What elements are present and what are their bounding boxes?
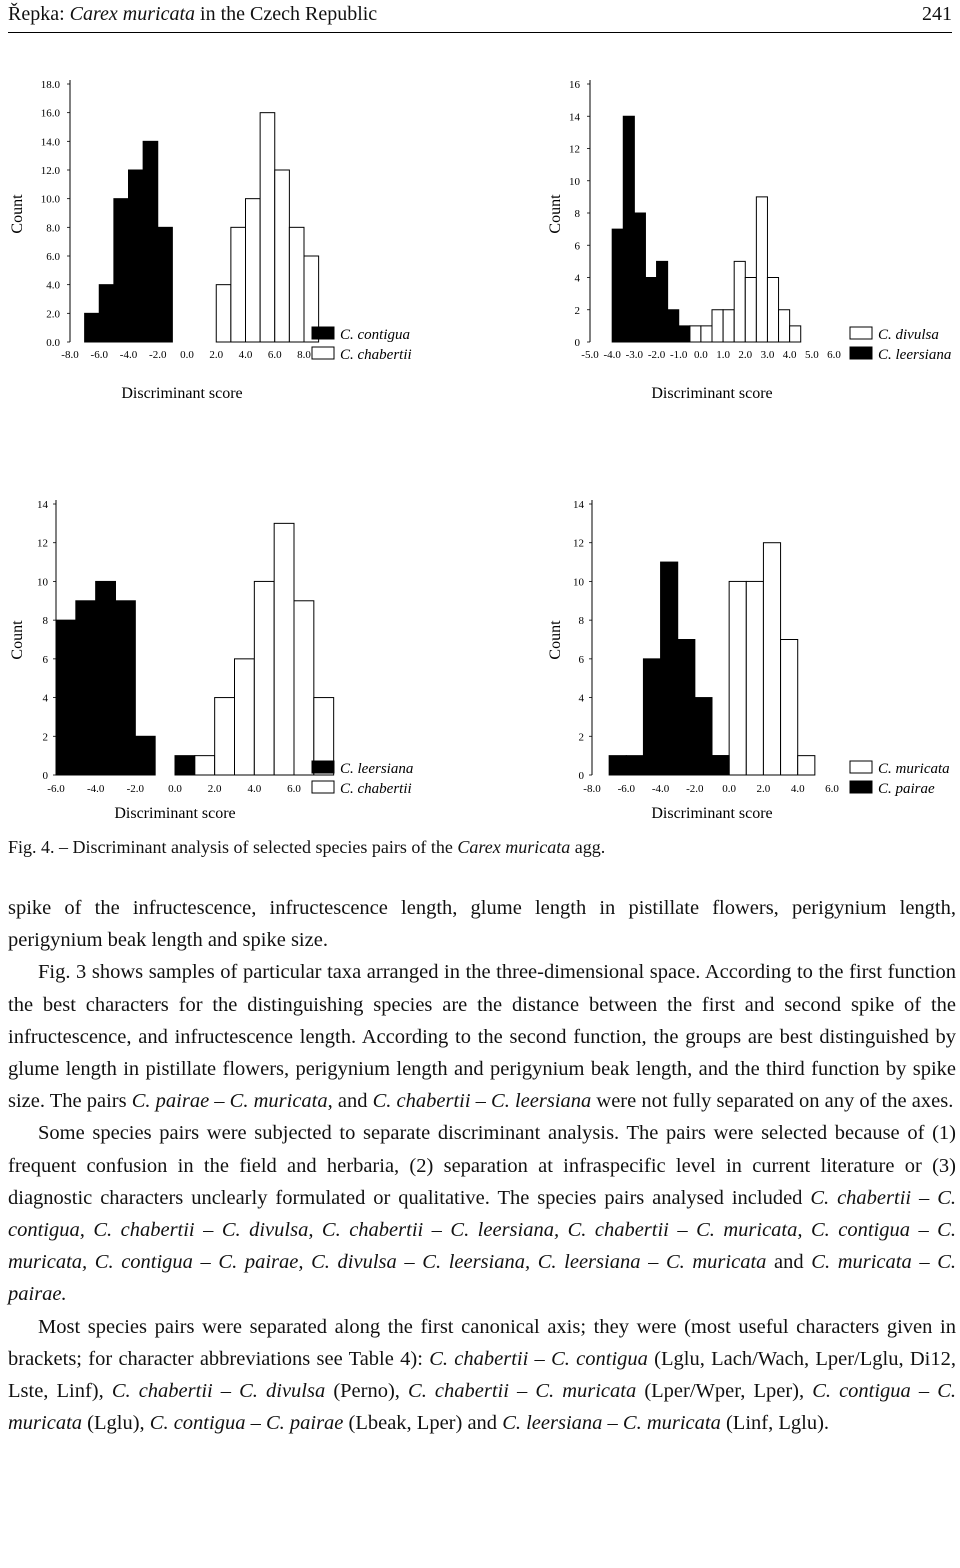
bar-cchabertii	[294, 601, 314, 775]
y-tick-label: 12	[569, 143, 580, 156]
y-axis-title: Count	[547, 620, 564, 660]
x-tick-label: -6.0	[47, 783, 65, 795]
x-tick-label: 4.0	[238, 349, 253, 361]
bar-ccontigua	[85, 313, 100, 342]
x-tick-label: 2.0	[738, 349, 753, 361]
x-tick-label: 5.0	[804, 349, 819, 361]
x-axis-title: Discriminant score	[121, 385, 243, 402]
bar-cleersiana	[679, 326, 690, 342]
p4-taxa-b: C. chabertii – C. contigua	[429, 1347, 648, 1370]
author-name: Řepka:	[8, 3, 70, 25]
p4-taxa-l: C. leersiana – C. muricata	[502, 1412, 721, 1435]
x-tick-label: 1.0	[716, 349, 730, 361]
p4-taxa-j: C. contigua – C. pairae	[149, 1412, 344, 1435]
x-tick-label: -2.0	[149, 349, 167, 361]
y-tick-label: 0	[574, 337, 580, 349]
p4-text-c: (Lglu, Lach/Wach, Lper/Lglu, Di12, Lste, Linf),	[8, 1347, 956, 1403]
bar-cchabertii	[235, 659, 255, 775]
histogram-2	[547, 79, 951, 402]
bar-cmuricata	[798, 756, 815, 775]
p2-taxa-d: C. chabertii – C. leersiana	[372, 1090, 592, 1113]
bar-cdivulsa	[790, 326, 801, 342]
bar-cchabertii	[275, 170, 290, 342]
x-tick-label: -8.0	[583, 783, 601, 795]
x-tick-label: -4.0	[86, 783, 105, 795]
bar-ccontigua	[143, 141, 158, 342]
y-tick-label: 14.0	[40, 136, 60, 149]
bar-cleersiana	[645, 278, 656, 343]
x-tick-label: 6.0	[827, 349, 841, 361]
x-tick-label: -2.0	[126, 783, 145, 795]
bar-cleersiana	[657, 261, 668, 342]
y-tick-label: 8	[574, 208, 580, 220]
title-suffix: in the Czech Republic	[195, 3, 378, 25]
running-header	[8, 0, 952, 33]
y-tick-label: 14	[573, 499, 584, 511]
legend-label: C. muricata	[878, 761, 950, 777]
legend-swatch	[850, 327, 872, 339]
p2-text-a: Fig. 3 shows samples of particular taxa arranged in the three-dimensional space. According to the first function the best characters for the distinguishing species are the distance between the first and second spike of the infructescence, and infructescence length. According to the second function, the groups are best distinguished by glume length in pistillate flowers, perigynium length and perigynium beak length, and the third function by spike size. The pairs	[8, 961, 956, 1113]
y-tick-label: 8.0	[46, 222, 60, 235]
bar-cdivulsa	[779, 310, 790, 342]
p4-taxa-h: C. contigua – C. muricata	[8, 1380, 957, 1435]
bar-cpairae	[643, 659, 660, 775]
bar-cchabertii	[215, 698, 235, 775]
y-tick-label: 8	[42, 615, 48, 628]
p4-text-g: (Lper/Wper, Lper),	[636, 1380, 813, 1403]
body-text	[8, 892, 956, 1439]
y-tick-label: 2	[578, 731, 584, 744]
p4-text-i: (Lglu),	[82, 1412, 150, 1435]
bar-cdivulsa	[745, 278, 756, 343]
bar-cleersiana	[56, 620, 76, 775]
legend-swatch	[312, 347, 334, 359]
bar-cchabertii	[246, 199, 261, 342]
y-tick-label: 10	[37, 576, 48, 589]
y-tick-label: 16	[569, 79, 580, 91]
bar-ccontigua	[114, 199, 129, 342]
bar-cpairae	[609, 756, 626, 775]
legend-swatch	[850, 347, 872, 359]
y-tick-label: 4	[574, 272, 580, 285]
p3-text-c: and	[766, 1251, 812, 1274]
bar-cmuricata	[729, 581, 746, 775]
p3-text-a: Some species pairs were subjected to separate discriminant analysis. The pairs were selected because of (1) frequent confusion in the field and herbaria, (2) separation at infraspecific level in current literature or (3) diagnostic characters unclearly formulated or qualitative. The species pairs analysed included	[8, 1122, 956, 1209]
x-tick-label: 8.0	[297, 349, 311, 361]
x-tick-label: 2.0	[209, 349, 224, 361]
bar-cchabertii	[216, 285, 231, 342]
bar-cdivulsa	[767, 278, 778, 343]
paragraph-2	[8, 956, 956, 1117]
y-tick-label: 10.0	[40, 193, 60, 206]
y-tick-label: 14	[37, 499, 48, 511]
bar-cchabertii	[260, 113, 275, 342]
bar-cpairae	[695, 698, 712, 775]
bar-cmuricata	[781, 640, 798, 776]
legend-label: C. leersiana	[878, 347, 952, 363]
histogram-3	[9, 499, 413, 822]
legend-label: C. chabertii	[340, 347, 412, 363]
paragraph-3	[8, 1117, 956, 1310]
bar-cpairae	[661, 562, 678, 775]
legend-swatch	[312, 761, 334, 773]
bar-cleersiana	[623, 116, 634, 342]
x-tick-label: 6.0	[287, 783, 301, 795]
bar-cleersiana	[135, 736, 155, 775]
x-tick-label: 4.0	[247, 783, 262, 795]
x-tick-label: -6.0	[617, 783, 635, 795]
x-tick-label: -4.0	[119, 349, 138, 361]
legend-label: C. leersiana	[340, 761, 414, 777]
x-tick-label: 4.0	[782, 349, 797, 361]
bar-cpairae	[626, 756, 643, 775]
y-tick-label: 14	[569, 111, 580, 124]
bar-ccontigua	[158, 227, 173, 342]
x-tick-label: 4.0	[790, 783, 805, 795]
bar-cdivulsa	[734, 261, 745, 342]
p4-text-m: (Linf, Lglu).	[720, 1412, 830, 1435]
bar-cchabertii	[274, 523, 294, 775]
y-tick-label: 16.0	[40, 107, 60, 120]
species-name: Carex muricata	[69, 3, 196, 25]
x-tick-label: -6.0	[90, 349, 108, 361]
p1-text: spike of the infructescence, infructescence length, glume length in pistillate flowers, perigynium length, perigynium beak length and spike size.	[8, 897, 956, 952]
x-axis-title: Discriminant score	[651, 805, 773, 822]
legend-swatch	[312, 781, 334, 793]
y-tick-label: 8	[578, 615, 584, 628]
x-tick-label: 3.0	[760, 349, 775, 361]
p3-taxa-b: C. chabertii – C. contigua, C. chabertii – C. divulsa, C. chabertii – C. leersiana, C. chabertii – C. muricata, C. contigua – C. muricata, C. contigua – C. pairae, C. divulsa – C. leersiana, C. leersiana – C. muricata	[8, 1186, 957, 1274]
bar-cmuricata	[763, 543, 780, 775]
y-tick-label: 0.0	[46, 337, 60, 349]
p2-text-c: , and	[327, 1090, 373, 1113]
bar-cdivulsa	[723, 310, 734, 342]
bar-cleersiana	[96, 581, 116, 775]
y-tick-label: 12	[37, 537, 48, 550]
x-tick-label: 6.0	[267, 349, 282, 361]
y-tick-label: 6	[42, 653, 48, 666]
x-tick-label: -1.0	[670, 349, 688, 361]
bar-cmuricata	[746, 581, 763, 775]
x-tick-label: -3.0	[625, 349, 644, 361]
page-number: 241	[922, 3, 952, 25]
bar-ccontigua	[99, 285, 114, 342]
x-tick-label: 0.0	[722, 783, 737, 795]
bar-cdivulsa	[712, 310, 723, 342]
p2-text-e: were not fully separated on any of the axes.	[591, 1090, 954, 1113]
bar-cdivulsa	[701, 326, 712, 342]
y-tick-label: 2.0	[46, 308, 60, 321]
p4-text-a: Most species pairs were separated along the first canonical axis; they were (most useful characters given in brackets; for character abbreviations see Table 4):	[8, 1315, 956, 1370]
y-tick-label: 4	[42, 692, 48, 705]
x-tick-label: 2.0	[756, 783, 771, 795]
running-title	[8, 3, 377, 26]
p4-taxa-d: C. chabertii – C. divulsa	[111, 1380, 326, 1403]
paragraph-4	[8, 1311, 956, 1440]
legend-label: C. pairae	[878, 781, 935, 797]
bar-cchabertii	[289, 227, 304, 342]
y-tick-label: 6.0	[46, 251, 60, 263]
histogram-1	[9, 79, 412, 402]
y-tick-label: 2	[574, 304, 580, 317]
x-tick-label: 6.0	[825, 783, 839, 795]
legend-label: C. chabertii	[340, 781, 412, 797]
bar-cchabertii	[195, 756, 215, 775]
x-tick-label: -4.0	[651, 783, 670, 795]
x-tick-label: 2.0	[207, 783, 222, 795]
x-axis-title: Discriminant score	[114, 805, 236, 822]
y-tick-label: 0	[578, 770, 584, 782]
bar-cdivulsa	[690, 326, 701, 342]
y-tick-label: 6	[574, 240, 580, 253]
caption-genus: Carex muricata	[457, 837, 571, 857]
x-tick-label: 0.0	[694, 349, 708, 361]
y-axis-title: Count	[547, 194, 564, 234]
y-axis-title: Count	[9, 194, 26, 234]
legend-swatch	[850, 781, 872, 793]
paragraph-1	[8, 892, 956, 956]
x-axis-title: Discriminant score	[651, 385, 773, 402]
x-tick-label: -4.0	[603, 349, 621, 361]
caption-prefix: Fig. 4. – Discriminant analysis of selected species pairs of the	[8, 837, 458, 857]
x-tick-label: 0.0	[168, 783, 182, 795]
figure-caption	[8, 837, 605, 858]
x-tick-label: -2.0	[647, 349, 666, 361]
x-tick-label: -8.0	[61, 349, 79, 361]
histogram-4	[547, 499, 950, 822]
bar-cleersiana	[175, 756, 195, 775]
legend-label: C. contigua	[340, 327, 410, 343]
y-tick-label: 4	[578, 692, 584, 705]
y-tick-label: 6	[578, 653, 584, 666]
bar-cdivulsa	[756, 197, 767, 342]
bar-cleersiana	[76, 601, 96, 775]
figure-4	[0, 70, 960, 830]
bar-cpairae	[712, 756, 729, 775]
bar-cleersiana	[612, 229, 623, 342]
bar-cpairae	[678, 640, 695, 776]
bar-cchabertii	[254, 581, 274, 775]
caption-suffix: agg.	[570, 837, 606, 857]
y-tick-label: 4.0	[46, 279, 60, 292]
y-tick-label: 10	[573, 576, 584, 589]
y-tick-label: 0	[42, 770, 48, 782]
p2-taxa-b: C. pairae – C. muricata	[131, 1090, 328, 1113]
p4-text-e: (Perno),	[325, 1380, 409, 1403]
y-tick-label: 10	[569, 175, 580, 188]
p3-taxa-d: C. muricata – C. pairae.	[8, 1251, 957, 1306]
bar-cleersiana	[668, 310, 679, 342]
x-tick-label: 0.0	[180, 349, 194, 361]
y-tick-label: 12.0	[40, 165, 60, 177]
legend-swatch	[312, 327, 334, 339]
bar-cleersiana	[116, 601, 136, 775]
legend-swatch	[850, 761, 872, 773]
x-tick-label: -2.0	[686, 783, 704, 795]
y-axis-title: Count	[9, 620, 26, 660]
legend-label: C. divulsa	[878, 327, 939, 343]
y-tick-label: 2	[42, 731, 48, 744]
x-tick-label: -5.0	[581, 349, 599, 361]
bar-cleersiana	[634, 213, 645, 342]
y-tick-label: 12	[573, 537, 584, 550]
bar-ccontigua	[129, 170, 144, 342]
p4-taxa-f: C. chabertii – C. muricata	[408, 1380, 637, 1403]
y-tick-label: 18.0	[40, 79, 60, 91]
p4-text-k: (Lbeak, Lper) and	[343, 1412, 503, 1435]
bar-cchabertii	[231, 227, 246, 342]
